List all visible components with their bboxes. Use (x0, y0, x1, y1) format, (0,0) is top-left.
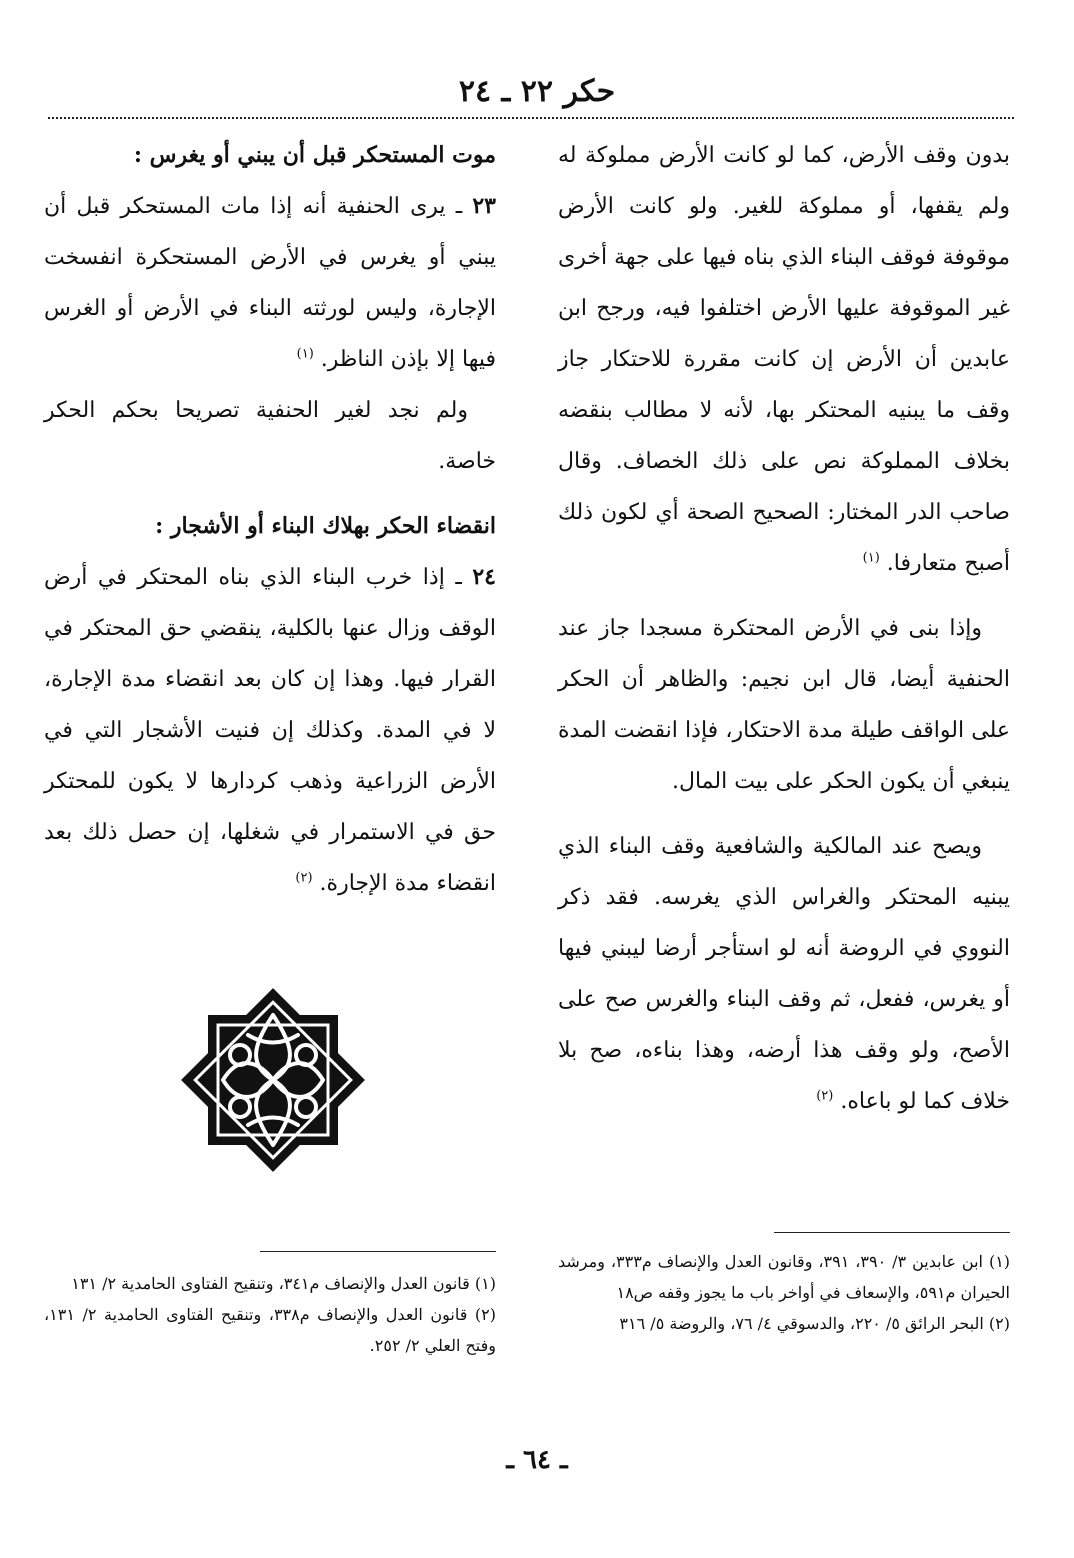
footnote-ref: (٢) (816, 1088, 834, 1104)
page-number: ـ ٦٤ ـ (506, 1445, 568, 1475)
paragraph (558, 603, 1010, 807)
footnote: (١) قانون العدل والإنصاف م٣٤١، وتنقيح الفتاوى الحامدية ٢/ ١٣١ (71, 1274, 496, 1293)
paragraph (44, 385, 496, 487)
paragraph-text: ويصح عند المالكية والشافعية وقف البناء الذي يبنيه المحتكر والغراس الذي يغرسه. فقد ذكر النووي في الروضة أنه لو استأجر أرضا ليبني فيها أو يغرس، ففعل، ثم وقف البناء والغرس صح على الأصح، ولو وقف هذا أرضه، وهذا بناءه، صح بلا خلاف كما لو باعاه. (558, 834, 1010, 1114)
footnotes-right (558, 1246, 1010, 1339)
paragraph (558, 821, 1010, 1127)
arabesque-star-ornament-icon (178, 985, 368, 1175)
paragraph (44, 552, 496, 909)
paragraph-text: ـ إذا خرب البناء الذي بناه المحتكر في أرض الوقف وزال عنها بالكلية، ينقضي حق المحتكر في القرار فيها. وهذا إن كان بعد انقضاء مدة الإجارة، لا في المدة. وكذلك إن فنيت الأشجار التي في الأرض الزراعية وذهب كردارها لا يكون للمحتكر حق في الاستمرار في شغلها، إن حصل ذلك بعد انقضاء مدة الإجارة. (44, 565, 496, 896)
footnote-ref: (٢) (295, 870, 313, 886)
right-column (558, 130, 1010, 1127)
running-title: حكر ٢٢ ـ ٢٤ (458, 74, 616, 109)
paragraph-text: وإذا بنى في الأرض المحتكرة مسجدا جاز عند الحنفية أيضا، قال ابن نجيم: والظاهر أن الحكر على الواقف طيلة مدة الاحتكار، فإذا انقضت المدة ينبغي أن يكون الحكر على بيت المال. (558, 616, 1010, 794)
section-heading: موت المستحكر قبل أن يبني أو يغرس : (133, 142, 496, 168)
page-header (0, 72, 1074, 112)
paragraph (558, 130, 1010, 589)
section-number: ٢٤ (472, 564, 496, 590)
footnote-ref: (١) (296, 346, 314, 362)
section-number: ٢٣ (472, 193, 496, 219)
footnote: (٢) البحر الرائق ٥/ ٢٢٠، والدسوقي ٤/ ٧٦، والروضة ٥/ ٣١٦ (619, 1314, 1010, 1333)
header-dotted-rule (48, 117, 1014, 119)
footnote: (٢) قانون العدل والإنصاف م٣٣٨، وتنقيح الفتاوى الحامدية ٢/ ١٣١، وفتح العلي ٢/ ٢٥٢. (44, 1305, 497, 1355)
paragraph-text: ـ يرى الحنفية أنه إذا مات المستحكر قبل أن يبني أو يغرس في الأرض المستحكرة انفسخت الإجارة، وليس لورثته البناء في الأرض أو الغرس فيها إلا بإذن الناظر. (44, 194, 496, 372)
paragraph-text: بدون وقف الأرض، كما لو كانت الأرض مملوكة له ولم يقفها، أو مملوكة للغير. ولو كانت الأرض موقوفة فوقف البناء الذي بناه فيها على جهة أخرى غير الموقوفة عليها الأرض اختلفوا فيه، ورجح ابن عابدين أن الأرض إن كانت مقررة للاحتكار جاز وقف ما يبنيه المحتكر بها، لأنه لا مطالب بنقضه بخلاف المملوكة نص على ذلك الخصاف. وقال صاحب الدر المختار: الصحيح الصحة أي لكون ذلك أصبح متعارفا. (558, 143, 1010, 576)
footnote-ref: (١) (862, 550, 880, 566)
paragraph-text: ولم نجد لغير الحنفية تصريحا بحكم الحكر خاصة. (44, 398, 496, 474)
paragraph (44, 181, 496, 385)
footnote-divider (774, 1232, 1010, 1233)
footnotes-left (44, 1268, 496, 1361)
footnote-divider (260, 1251, 496, 1252)
section-heading: انقضاء الحكر بهلاك البناء أو الأشجار : (155, 513, 496, 539)
left-column (44, 130, 496, 909)
footnote: (١) ابن عابدين ٣/ ٣٩٠، ٣٩١، وقانون العدل والإنصاف م٣٣٣، ومرشد الحيران م٥٩١، والإسعاف في أواخر باب ما يجوز وقفه ص١٨ (558, 1252, 1011, 1302)
